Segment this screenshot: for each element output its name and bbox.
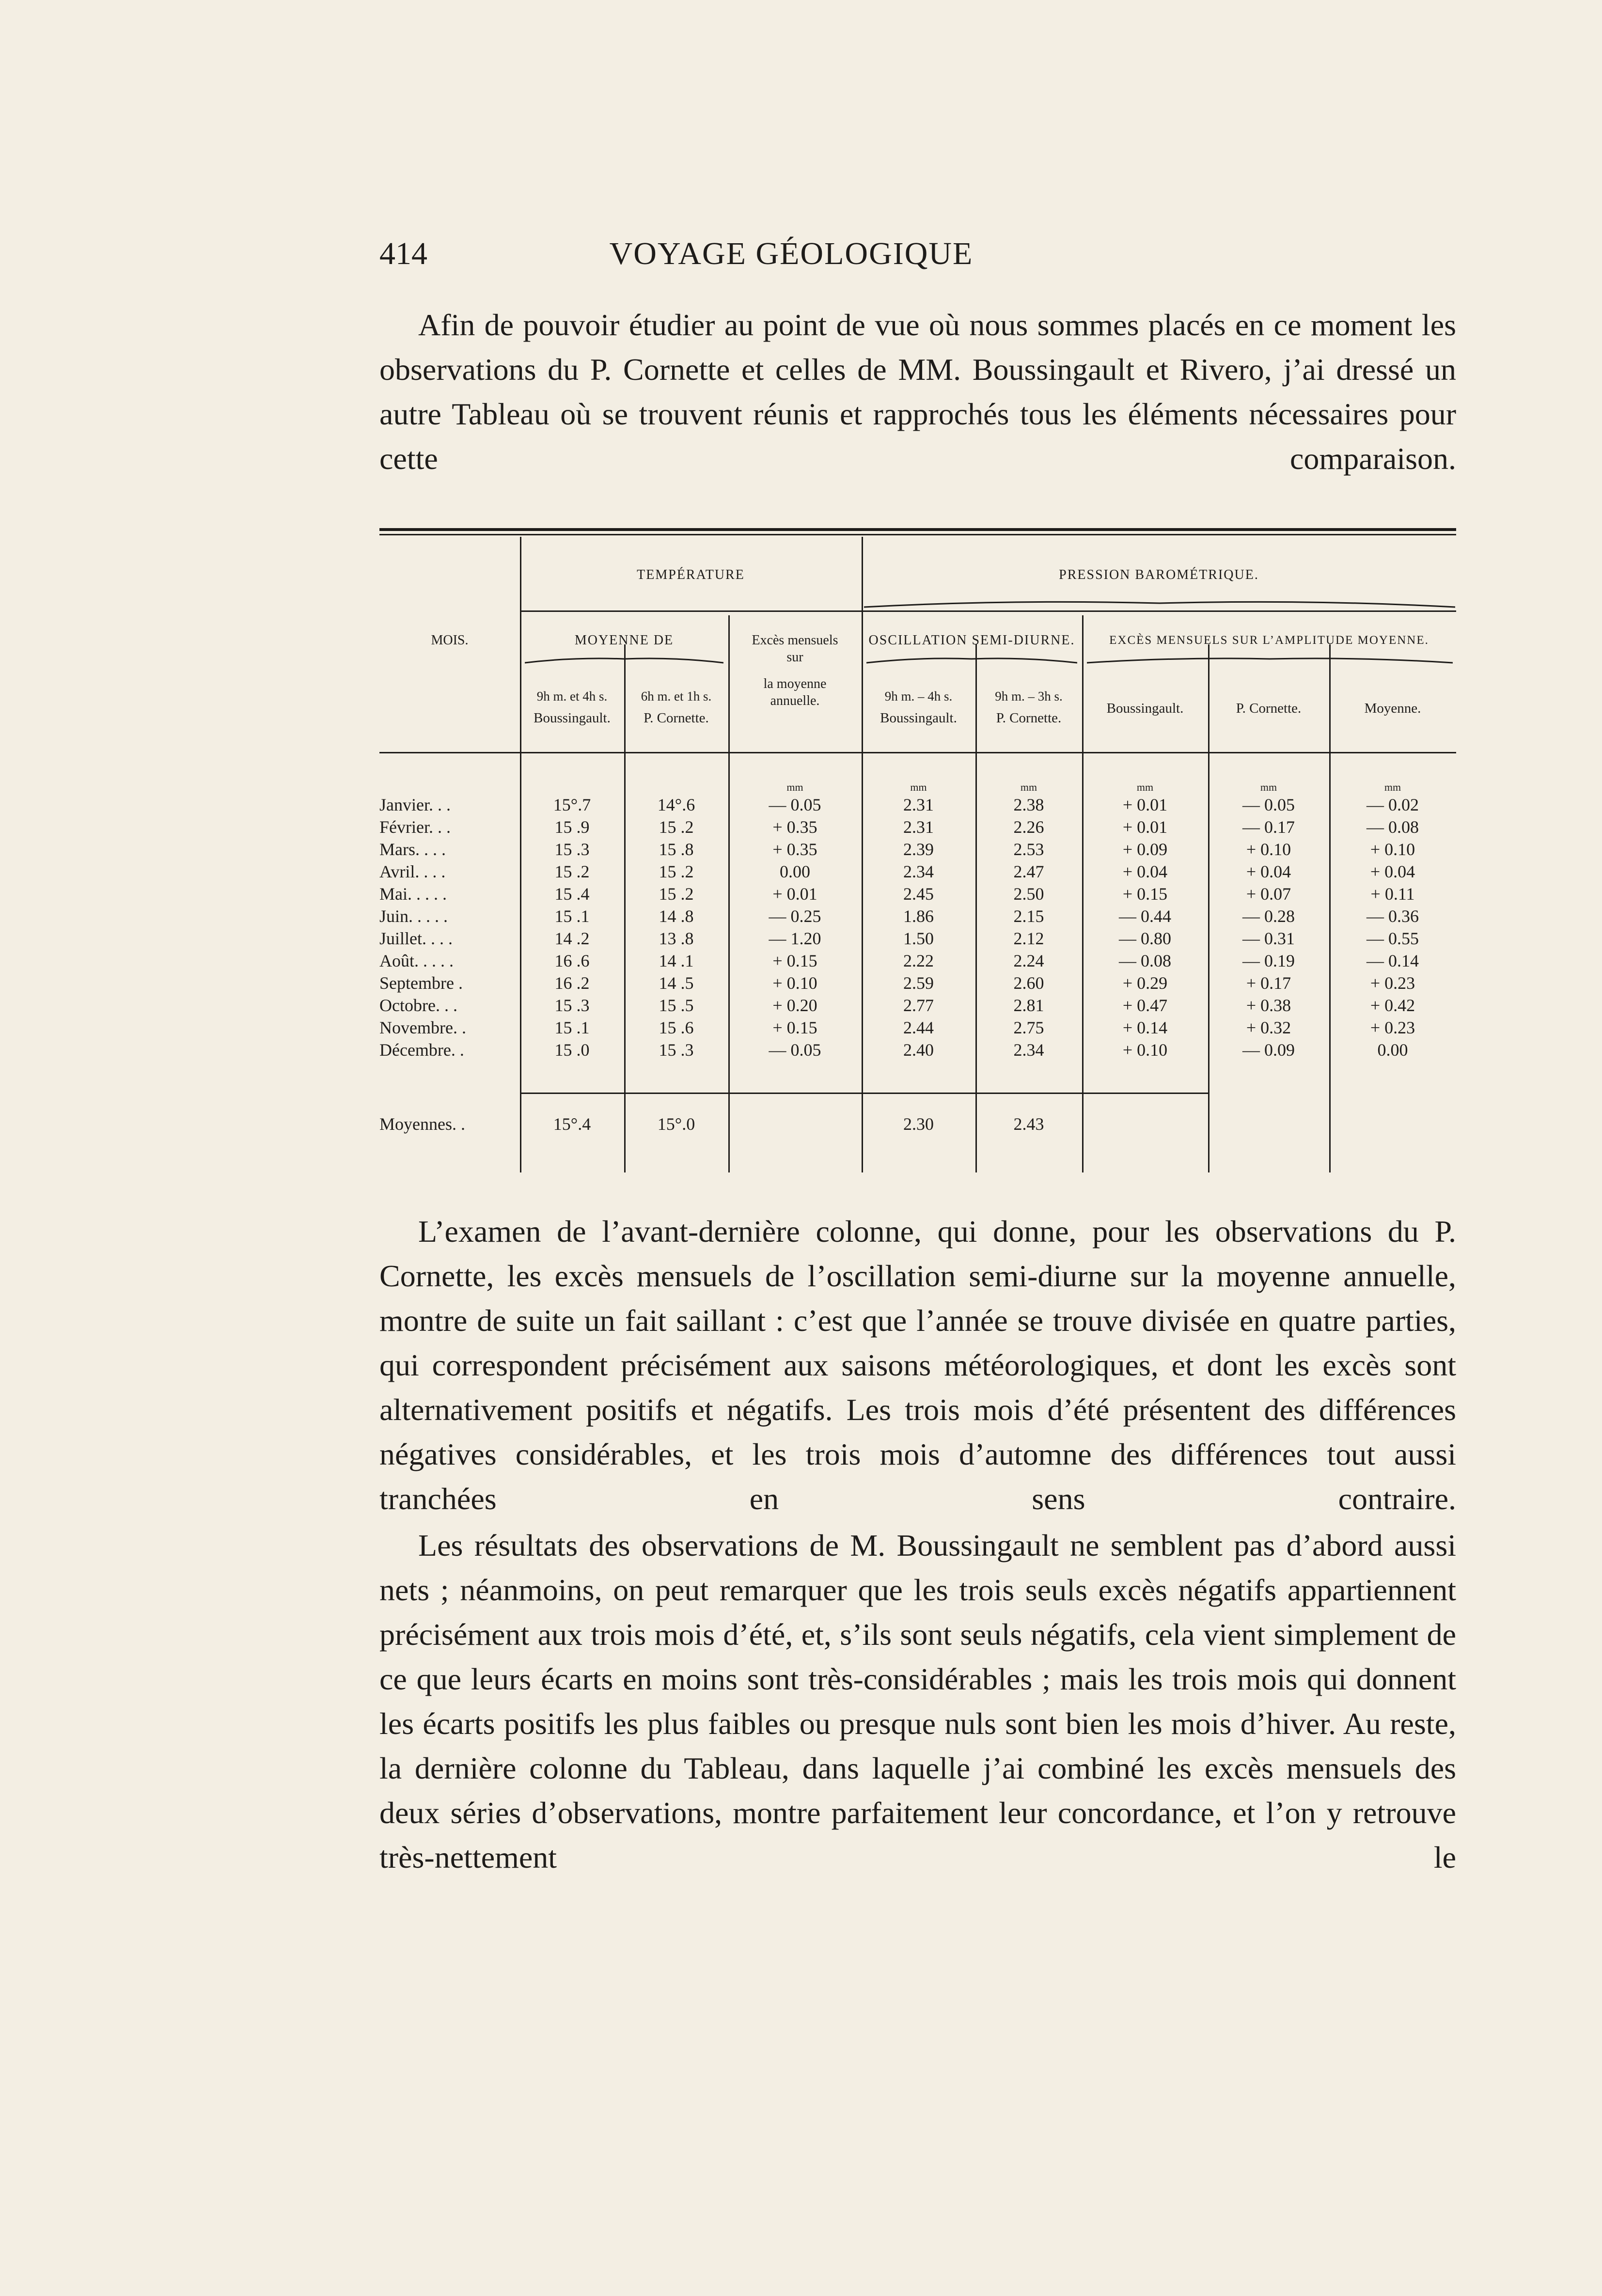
unit-label: mm	[786, 781, 803, 793]
table-cell-o2: 2.38	[1013, 795, 1044, 814]
table-cell-t2: 15 .8	[659, 840, 694, 859]
table-cell-e2: — 0.17	[1242, 817, 1295, 837]
table-cell-t2: 14 .8	[659, 906, 694, 926]
table-cell-e3: 0.00	[1377, 1040, 1408, 1060]
table-cell-e1: + 0.10	[1122, 1040, 1168, 1060]
table-cell-e3: + 0.23	[1370, 1018, 1415, 1037]
table-cell-e1: + 0.04	[1122, 862, 1168, 881]
table-cell-e2: — 0.28	[1242, 906, 1295, 926]
table-cell-ex: — 0.25	[769, 906, 821, 926]
table-cell-t1: 15 .2	[554, 862, 590, 881]
unit-label: mm	[1260, 781, 1277, 793]
table-cell-o2: 2.53	[1013, 840, 1044, 859]
table-cell-mois: Juin. . . . .	[379, 906, 448, 926]
table-cell-e3: + 0.10	[1370, 840, 1415, 859]
header-o2b: P. Cornette.	[996, 710, 1062, 726]
table-cell-t2: 15 .2	[659, 817, 694, 837]
table-cell-e3: + 0.42	[1370, 996, 1415, 1015]
table-cell-ex: 0.00	[780, 862, 810, 881]
table-cell-t2: 15 .2	[659, 884, 694, 904]
table-cell-e2: + 0.10	[1246, 840, 1291, 859]
table-cell-e3: — 0.36	[1366, 906, 1419, 926]
table-cell-mois: Janvier. . .	[379, 795, 451, 814]
table-cell-t1: 16 .2	[554, 973, 590, 993]
paragraph-2: L’examen de l’avant-dernière colonne, qui donne, pour les observations du P. Cornette, les excès mensuels de l’oscillation semi-diurne sur la moyenne annuelle, montre de suite un fait saillant : c’est que l’année se trouve divisée en quatre parties, qui correspondent précisément aux saisons météorologiques, et dont les excès sont alternativement positifs et négatifs. Les trois mois d’été présentent des différences négatives considérables, et les trois mois d’automne des différences tout aussi tranchées en sens contraire.	[379, 1214, 1456, 1516]
table-top-rule	[379, 528, 1456, 531]
table-cell-e1: + 0.09	[1122, 840, 1168, 859]
table-cell-ex: + 0.35	[772, 840, 817, 859]
table-cell-e1: + 0.29	[1122, 973, 1168, 993]
header-pression: PRESSION BAROMÉTRIQUE.	[1059, 567, 1259, 582]
unit-label: mm	[910, 781, 927, 793]
table-cell-e3: — 0.02	[1366, 795, 1419, 814]
table-cell-t2: 14 .5	[659, 973, 694, 993]
table-cell-mois: Décembre. .	[379, 1040, 464, 1060]
moyennes-label: Moyennes. .	[379, 1114, 465, 1134]
table-cell-o2: 2.24	[1013, 951, 1044, 970]
table-cell-t1: 15 .3	[554, 840, 590, 859]
table-cell-e2: — 0.19	[1242, 951, 1295, 970]
table-cell-o1: 2.40	[903, 1040, 934, 1060]
data-table	[379, 528, 1456, 1172]
intro-paragraph: Afin de pouvoir étudier au point de vue où nous sommes placés en ce moment les observations du P. Cornette et celles de MM. Boussingault et Rivero, j’ai dressé un autre Tableau où se trouvent réunis et rapprochés tous les éléments nécessaires pour cette comparaison.	[379, 308, 1456, 476]
table-cell-e3: — 0.08	[1366, 817, 1419, 837]
header-t1b: Boussingault.	[534, 710, 611, 726]
moyennes-t1: 15°.4	[553, 1114, 591, 1134]
header-o1: 9h m. – 4h s.	[884, 689, 953, 703]
table-cell-o1: 2.39	[903, 840, 934, 859]
table-cell-o2: 2.12	[1013, 929, 1044, 948]
table-cell-t2: 14 .1	[659, 951, 694, 970]
header-exces-2: sur	[786, 650, 803, 665]
table-cell-e2: — 0.31	[1242, 929, 1295, 948]
table-cell-e3: — 0.14	[1366, 951, 1419, 970]
table-cell-mois: Avril. . . .	[379, 862, 446, 881]
table-cell-o1: 2.45	[903, 884, 934, 904]
table-cell-mois: Septembre .	[379, 973, 463, 993]
moyennes-o2: 2.43	[1013, 1114, 1044, 1134]
table-cell-mois: Novembre. .	[379, 1018, 466, 1037]
header-exces-amplitude: EXCÈS MENSUELS SUR L’AMPLITUDE MOYENNE.	[1109, 634, 1429, 647]
brace-icon	[864, 598, 1455, 608]
table-rule	[520, 1093, 1208, 1094]
table-cell-e2: + 0.07	[1246, 884, 1291, 904]
header-oscillation: OSCILLATION SEMI-DIURNE.	[868, 633, 1075, 648]
brace-icon	[1087, 655, 1453, 665]
table-cell-e2: + 0.04	[1246, 862, 1291, 881]
table-cell-e2: + 0.32	[1246, 1018, 1291, 1037]
table-cell-t2: 14°.6	[657, 795, 695, 814]
table-cell-mois: Août. . . . .	[379, 951, 454, 970]
header-e3: Moyenne.	[1364, 701, 1421, 716]
table-cell-e3: + 0.11	[1370, 884, 1415, 904]
table-cell-o2: 2.15	[1013, 906, 1044, 926]
header-o1b: Boussingault.	[880, 710, 957, 726]
table-cell-o2: 2.26	[1013, 817, 1044, 837]
table-cell-ex: — 1.20	[769, 929, 821, 948]
table-cell-e1: + 0.01	[1122, 817, 1168, 837]
table-cell-o2: 2.34	[1013, 1040, 1044, 1060]
unit-label: mm	[1020, 781, 1037, 793]
table-cell-mois: Mars. . . .	[379, 840, 446, 859]
table-cell-t1: 15 .0	[554, 1040, 590, 1060]
table-cell-t2: 15 .5	[659, 996, 694, 1015]
table-cell-e3: — 0.55	[1366, 929, 1419, 948]
table-cell-o1: 2.44	[903, 1018, 934, 1037]
table-cell-o2: 2.60	[1013, 973, 1044, 993]
table-cell-t2: 15 .2	[659, 862, 694, 881]
unit-label: mm	[1384, 781, 1401, 793]
header-e2: P. Cornette.	[1236, 701, 1302, 716]
table-cell-t2: 15 .3	[659, 1040, 694, 1060]
table-cell-e1: + 0.14	[1122, 1018, 1168, 1037]
table-cell-mois: Octobre. . .	[379, 996, 457, 1015]
table-cell-e3: + 0.23	[1370, 973, 1415, 993]
moyennes-o1: 2.30	[903, 1114, 934, 1134]
table-cell-mois: Février. . .	[379, 817, 451, 837]
table-cell-o1: 2.31	[903, 817, 934, 837]
header-moyenne-de: MOYENNE DE	[574, 633, 674, 648]
table-cell-o2: 2.47	[1013, 862, 1044, 881]
header-o2: 9h m. – 3h s.	[995, 689, 1063, 703]
table-cell-o1: 2.31	[903, 795, 934, 814]
table-cell-e2: — 0.09	[1242, 1040, 1295, 1060]
table-cell-t2: 13 .8	[659, 929, 694, 948]
table-cell-t1: 15 .3	[554, 996, 590, 1015]
header-temperature: TEMPÉRATURE	[637, 567, 745, 582]
header-t1: 9h m. et 4h s.	[536, 689, 608, 703]
header-exces-4: annuelle.	[770, 693, 820, 708]
table-cell-ex: + 0.01	[772, 884, 817, 904]
table-rule	[520, 610, 1456, 612]
table-cell-mois: Mai. . . . .	[379, 884, 447, 904]
table-cell-ex: + 0.10	[772, 973, 817, 993]
table-cell-e1: — 0.08	[1119, 951, 1171, 970]
moyennes-t2: 15°.0	[657, 1114, 695, 1134]
table-cell-e1: — 0.80	[1119, 929, 1171, 948]
header-exces-3: la moyenne	[763, 676, 827, 691]
table-cell-t1: 15 .1	[554, 1018, 590, 1037]
table-cell-o2: 2.50	[1013, 884, 1044, 904]
page-header	[379, 235, 1203, 274]
page-number: 414	[379, 236, 427, 271]
header-mois: MOIS.	[431, 633, 469, 648]
table-cell-t1: 15 .1	[554, 906, 590, 926]
table-cell-e2: + 0.17	[1246, 973, 1291, 993]
table-cell-e2: — 0.05	[1242, 795, 1295, 814]
table-cell-ex: — 0.05	[769, 795, 821, 814]
table-cell-e1: — 0.44	[1119, 906, 1171, 926]
table-cell-o2: 2.75	[1013, 1018, 1044, 1037]
table-cell-ex: + 0.15	[772, 1018, 817, 1037]
running-title: VOYAGE GÉOLOGIQUE	[609, 236, 974, 271]
table-cell-ex: + 0.15	[772, 951, 817, 970]
table-cell-t1: 14 .2	[554, 929, 590, 948]
table-top-rule-thin	[379, 534, 1456, 535]
header-exces-1: Excès mensuels	[752, 633, 838, 648]
table-cell-e1: + 0.01	[1122, 795, 1168, 814]
table-cell-e1: + 0.15	[1122, 884, 1168, 904]
header-t2: 6h m. et 1h s.	[641, 689, 712, 703]
table-cell-t1: 15 .4	[554, 884, 590, 904]
table-cell-e1: + 0.47	[1122, 996, 1168, 1015]
brace-icon	[525, 655, 723, 665]
header-e1: Boussingault.	[1106, 701, 1184, 716]
table-cell-t2: 15 .6	[659, 1018, 694, 1037]
table-cell-t1: 15°.7	[553, 795, 591, 814]
paragraph-3: Les résultats des observations de M. Boussingault ne semblent pas d’abord aussi nets ; néanmoins, on peut remarquer que les trois seuls excès négatifs appartiennent précisément aux trois mois d’été, et, s’ils sont seuls négatifs, cela vient simplement de ce que leurs écarts en moins sont très-considérables ; mais les trois mois qui donnent les écarts positifs les plus faibles ou presque nuls sont bien les mois d’hiver. Au reste, la dernière colonne du Tableau, dans laquelle j’ai combiné les excès mensuels des deux séries d’observations, montre parfaitement leur concordance, et l’on y retrouve très-nettement le	[379, 1528, 1456, 1874]
table-rule	[379, 752, 1456, 753]
table-cell-ex: + 0.20	[772, 996, 817, 1015]
brace-icon	[866, 655, 1077, 665]
table-cell-o2: 2.81	[1013, 996, 1044, 1015]
table-cell-e2: + 0.38	[1246, 996, 1291, 1015]
unit-label: mm	[1136, 781, 1154, 793]
table-cell-o1: 2.34	[903, 862, 934, 881]
table-cell-ex: + 0.35	[772, 817, 817, 837]
table-cell-ex: — 0.05	[769, 1040, 821, 1060]
table-cell-o1: 2.22	[903, 951, 934, 970]
table-cell-e3: + 0.04	[1370, 862, 1415, 881]
table-cell-o1: 2.59	[903, 973, 934, 993]
table-cell-t1: 15 .9	[554, 817, 590, 837]
table-cell-o1: 1.86	[903, 906, 934, 926]
table-cell-o1: 2.77	[903, 996, 934, 1015]
table-cell-t1: 16 .6	[554, 951, 590, 970]
table-cell-o1: 1.50	[903, 929, 934, 948]
header-t2b: P. Cornette.	[644, 710, 709, 726]
table-cell-mois: Juillet. . . .	[379, 929, 453, 948]
